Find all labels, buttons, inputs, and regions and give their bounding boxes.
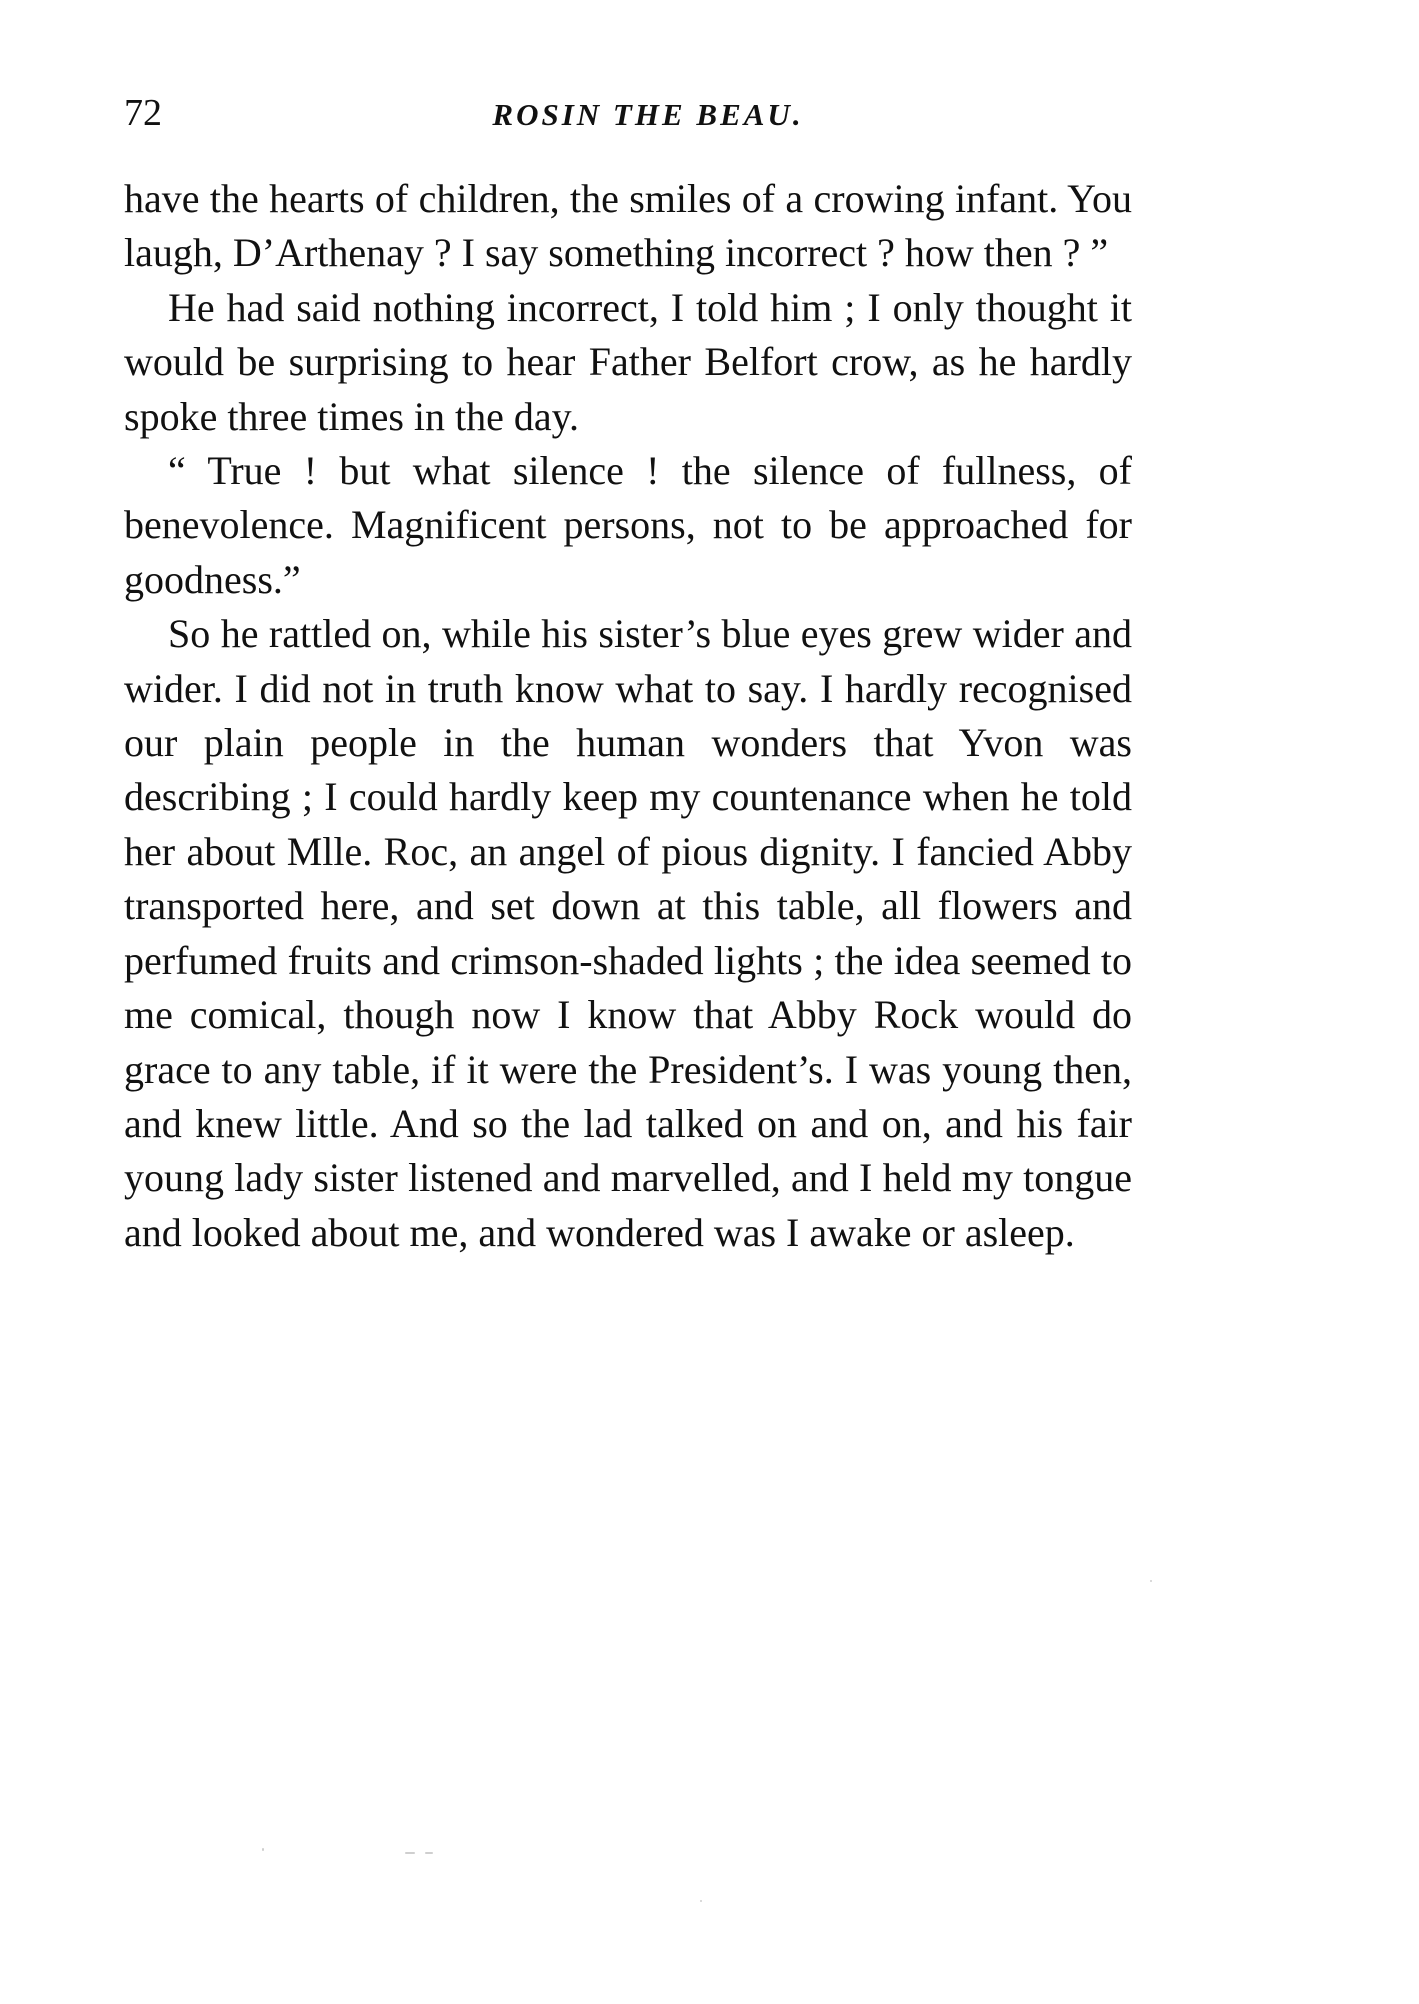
- paper-speck: [425, 1852, 433, 1854]
- paper-speck: [262, 1848, 264, 1851]
- running-head: [124, 88, 1132, 138]
- paper-speck: [700, 1900, 702, 1902]
- paragraph: He had said nothing incorrect, I told him ; I only thought it would be surprising to hear Father Belfort crow, as he hardly spoke three times in the day.: [124, 284, 1132, 439]
- paragraph: “ True ! but what silence ! the silence of fullness, of benevolence. Magnificent persons, not to be approached for goodness.”: [124, 448, 1132, 602]
- running-title: ROSIN THE BEAU.: [492, 97, 804, 132]
- paper-speck: [405, 1852, 415, 1854]
- body-text: [124, 172, 1132, 1260]
- paragraph-continued: have the hearts of children, the smiles of a crowing infant. You laugh, D’Arthenay ? I say something incorrect ? how then ? ”: [124, 176, 1132, 276]
- paper-speck: [1150, 1580, 1152, 1582]
- page-number: 72: [124, 92, 162, 134]
- paragraph: So he rattled on, while his sister’s blue eyes grew wider and wider. I did not in truth know what to say. I hardly recognised our plain people in the human wonders that Yvon was describing ; I could hardly keep my countenance when he told her about Mlle. Roc, an angel of pious dignity. I fancied Abby transported here, and set down at this table, all flowers and perfumed fruits and crimson-shaded lights ; the idea seemed to me comical, though now I know that Abby Rock would do grace to any table, if it were the President’s. I was young then, and knew little. And so the lad talked on and on, and his fair young lady sister listened and marvelled, and I held my tongue and looked about me, and wondered was I awake or asleep.: [124, 611, 1132, 1255]
